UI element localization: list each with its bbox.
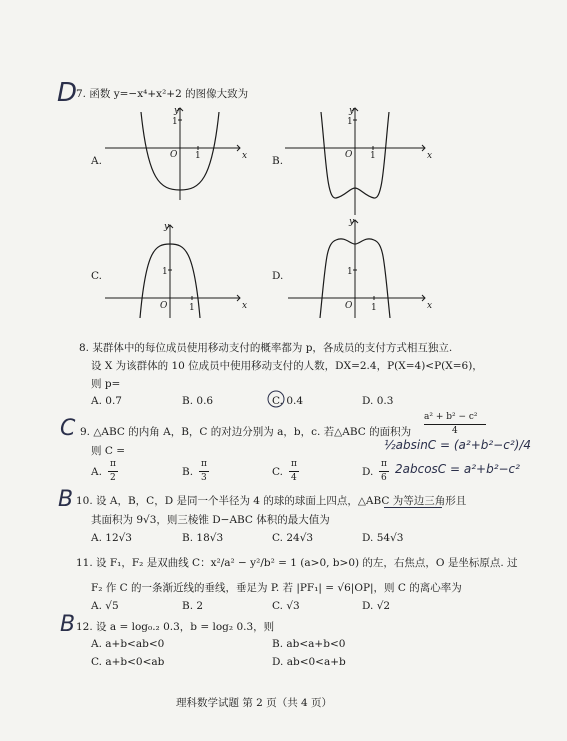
q11-line1: 11. 设 F₁，F₂ 是双曲线 C：x²/a² − y²/b² = 1 (a>0, b>0) 的左，右焦点，O 是坐标原点. 过	[76, 557, 518, 569]
q12-handwritten-answer: B	[60, 612, 76, 637]
graph-b-origin: O	[345, 150, 353, 160]
q10-option-d: D. 54√3	[362, 532, 404, 544]
q8-line2: 设 X 为该群体的 10 位成员中使用移动支付的人数，DX=2.4，P(X=4)<P(X=6)，	[91, 360, 483, 372]
q9-option-a-bar	[108, 471, 118, 472]
graph-b-one: 1	[370, 151, 376, 161]
graph-a-x-label: x	[242, 151, 248, 161]
q8-option-b: B. 0.6	[182, 395, 214, 407]
q7-option-b: B.	[272, 155, 284, 167]
q10-underline-mark	[384, 507, 442, 508]
q9-option-a-den: 2	[110, 473, 116, 483]
q9-option-d-den: 6	[381, 473, 387, 483]
page-footer: 理科数学试题 第 2 页（共 4 页）	[176, 697, 333, 709]
graph-c-one-y: 1	[162, 267, 168, 277]
graph-c-origin: O	[160, 301, 168, 311]
q9-handwritten-answer: C	[60, 416, 76, 441]
q12-option-b: B. ab<a+b<0	[272, 638, 346, 650]
graph-c-x-label: x	[242, 301, 248, 311]
q9-area-denominator: 4	[452, 426, 458, 436]
q9-option-d-bar	[379, 471, 389, 472]
graph-d-y-label: y	[349, 217, 355, 227]
graph-d-x-label: x	[427, 301, 433, 311]
q9-then: 则 C =	[91, 445, 126, 457]
graph-a-y-label: y	[174, 106, 180, 116]
q9-handwritten-note-1: ½absinC = (a²+b²−c²)/4	[384, 438, 532, 452]
graph-d-one: 1	[371, 303, 377, 313]
q8-circled-mark	[265, 388, 287, 410]
q9-stem: 9. △ABC 的内角 A，B，C 的对边分别为 a，b，c. 若△ABC 的面积为	[80, 426, 412, 438]
q10-line1: 10. 设 A，B，C，D 是同一个半径为 4 的球的球面上四点，△ABC 为等边三角形且	[76, 495, 467, 507]
q8-line1: 8. 某群体中的每位成员使用移动支付的概率都为 p，各成员的支付方式相互独立.	[79, 342, 453, 354]
q8-option-a: A. 0.7	[91, 395, 122, 407]
graph-b-one-y: 1	[347, 117, 353, 127]
q7-option-a: A.	[91, 155, 102, 167]
q12-option-d: D. ab<0<a+b	[272, 656, 346, 668]
q10-handwritten-answer: B	[58, 487, 74, 512]
q11-line2: F₂ 作 C 的一条渐近线的垂线，垂足为 P. 若 |PF₁| = √6|OP|，则 C 的离心率为	[91, 582, 462, 594]
q7-option-c: C.	[91, 270, 102, 282]
q9-area-numerator: a² + b² − c²	[424, 412, 478, 422]
q10-line2: 其面积为 9√3，则三棱锥 D−ABC 体积的最大值为	[91, 514, 330, 526]
q9-option-c: C.	[272, 466, 283, 478]
graph-d-one-y: 1	[347, 267, 353, 277]
q9-option-d-num: π	[381, 459, 387, 469]
q11-option-b: B. 2	[182, 600, 204, 612]
q12-option-c: C. a+b<0<ab	[91, 656, 165, 668]
graph-c-y-label: y	[164, 222, 170, 232]
q9-option-b-bar	[199, 471, 209, 472]
graph-d-origin: O	[345, 301, 353, 311]
q9-option-c-den: 4	[291, 473, 297, 483]
q9-option-b-num: π	[201, 459, 207, 469]
q9-area-bar	[424, 424, 486, 425]
graph-a-origin: O	[170, 150, 178, 160]
graph-a-one: 1	[195, 151, 201, 161]
q9-option-a: A.	[91, 466, 102, 478]
q9-option-a-num: π	[110, 459, 116, 469]
q9-option-d: D.	[362, 466, 374, 478]
q7-option-d: D.	[272, 270, 284, 282]
q9-handwritten-note-2: 2abcosC = a²+b²−c²	[395, 462, 520, 476]
q10-option-c: C. 24√3	[272, 532, 314, 544]
q12-stem: 12. 设 a = log₀.₂ 0.3，b = log₂ 0.3，则	[76, 621, 275, 633]
q12-option-a: A. a+b<ab<0	[91, 638, 165, 650]
q11-option-a: A. √5	[91, 600, 119, 612]
graph-a-one-y: 1	[172, 117, 178, 127]
q11-option-d: D. √2	[362, 600, 391, 612]
q10-option-a: A. 12√3	[91, 532, 132, 544]
q9-option-c-bar	[289, 471, 299, 472]
q7-stem: 7. 函数 y=−x⁴+x²+2 的图像大致为	[76, 88, 249, 100]
graph-b-x-label: x	[427, 151, 433, 161]
graph-b-y-label: y	[349, 106, 355, 116]
q9-option-b-den: 3	[201, 473, 207, 483]
q9-option-c-num: π	[291, 459, 297, 469]
graph-c-one: 1	[189, 303, 195, 313]
q8-option-c: C. 0.4	[272, 395, 304, 407]
q11-option-c: C. √3	[272, 600, 300, 612]
q7-handwritten-answer: D	[57, 78, 78, 108]
q8-option-d: D. 0.3	[362, 395, 394, 407]
q9-option-b: B.	[182, 466, 194, 478]
q10-option-b: B. 18√3	[182, 532, 224, 544]
q8-line3: 则 p=	[91, 378, 121, 390]
